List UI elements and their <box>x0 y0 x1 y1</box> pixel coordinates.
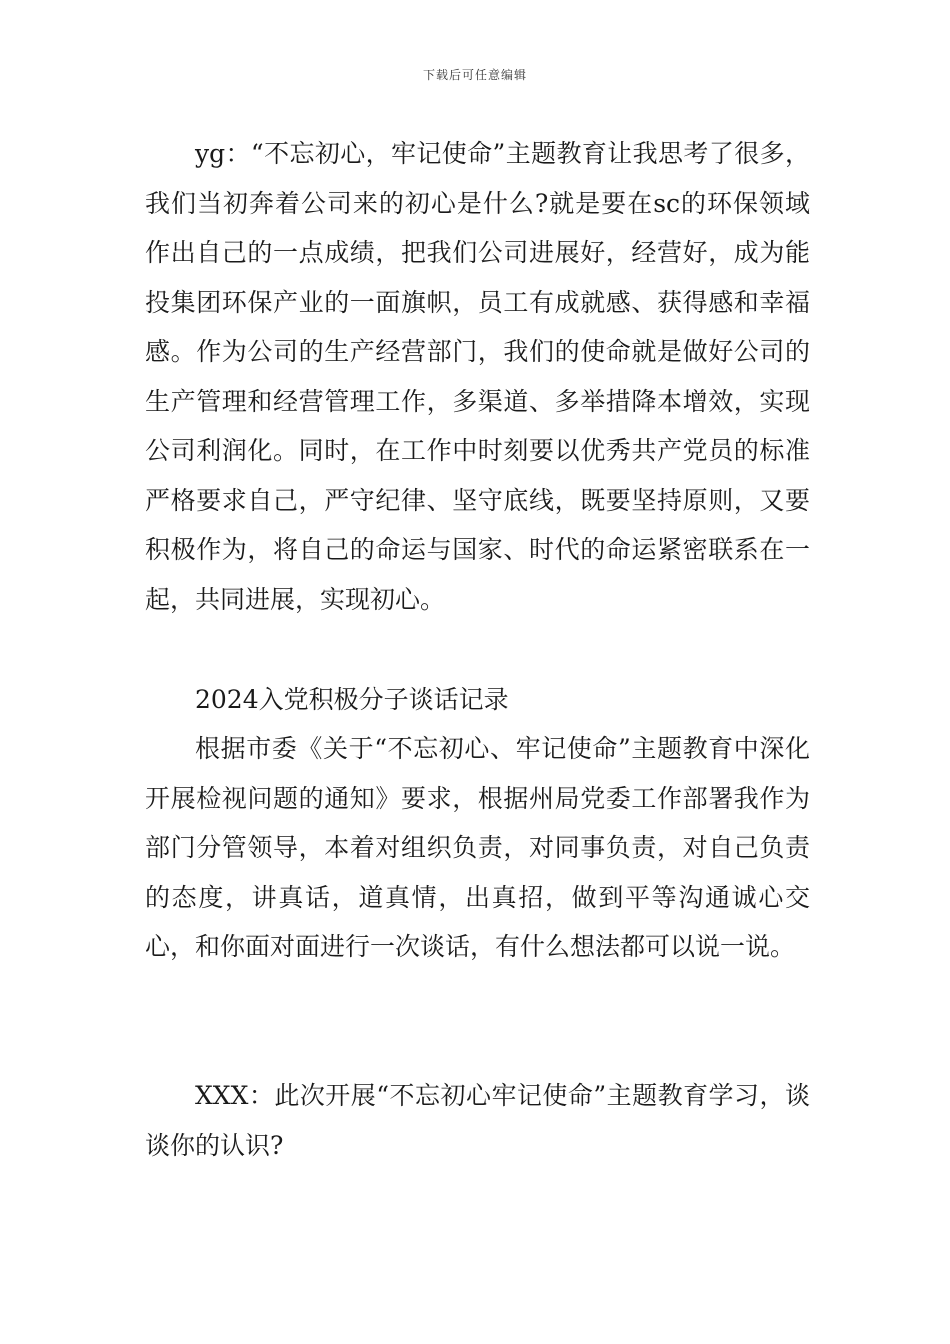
section-heading: 2024入党积极分子谈话记录 <box>195 685 509 714</box>
header-note: 下载后可任意编辑 <box>422 68 527 82</box>
paragraph-question: XXX：此次开展“不忘初心牢记使命”主题教育学习，谈谈你的认识? <box>145 1081 810 1160</box>
paragraph-intro: 根据市委《关于“不忘初心、牢记使命”主题教育中深化开展检视问题的通知》要求，根据州局党委工作部署我作为部门分管领导，本着对组织负责，对同事负责，对自己负责的态度，讲真话，道真情，出真招，做到平等沟通诚心交心，和你面对面进行一次谈话，有什么想法都可以说一说。 <box>145 734 810 961</box>
paragraph-reflection: yg：“不忘初心，牢记使命”主题教育让我思考了很多，我们当初奔着公司来的初心是什么?就是要在sc的环保领域作出自己的一点成绩，把我们公司进展好，经营好，成为能投集团环保产业的一面旗帜，员工有成就感、获得感和幸福感。作为公司的生产经营部门，我们的使命就是做好公司的生产管理和经营管理工作，多渠道、多举措降本增效，实现公司利润化。同时，在工作中时刻要以优秀共产党员的标准严格要求自己，严守纪律、坚守底线，既要坚持原则，又要积极作为，将自己的命运与国家、时代的命运紧密联系在一起，共同进展，实现初心。 <box>145 139 810 614</box>
